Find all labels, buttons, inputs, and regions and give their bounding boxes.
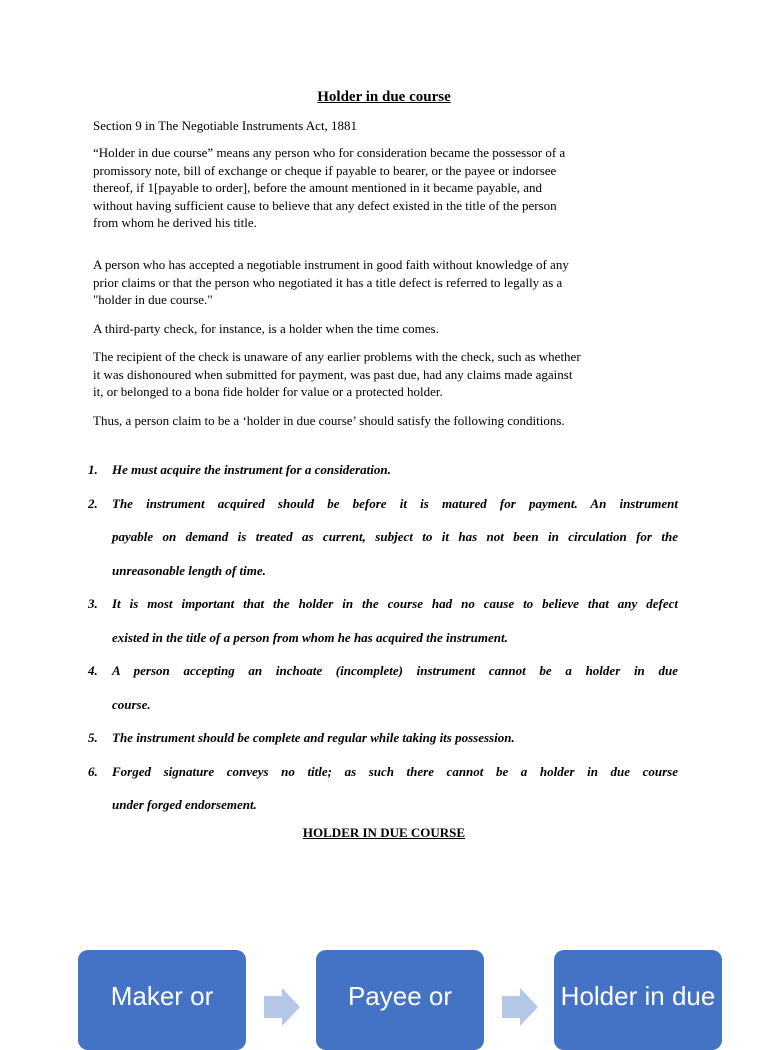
explanation-line: prior claims or that the person who negotiated it has a title defect is referred to legally as a — [93, 274, 563, 290]
explanation-line: A person who has accepted a negotiable instrument in good faith without knowledge of any — [93, 257, 569, 272]
flow-box: Payee or — [316, 950, 484, 1050]
flow-box: Holder in due — [554, 950, 722, 1050]
recipient-paragraph — [93, 348, 683, 401]
condition-number: 3. — [88, 596, 98, 611]
example-paragraph: A third-party check, for instance, is a holder when the time comes. — [93, 321, 439, 336]
diagram-title: HOLDER IN DUE COURSE — [302, 825, 466, 840]
condition-number: 4. — [88, 663, 98, 678]
condition-item — [88, 755, 678, 822]
conditions-list — [88, 453, 678, 822]
condition-text-line: unreasonable length of time. — [112, 562, 266, 578]
flow-diagram — [0, 950, 768, 1024]
condition-item — [88, 487, 678, 588]
definition-line: thereof, if 1[payable to order], before the amount mentioned in it became payable, and — [93, 180, 543, 195]
explanation-paragraph — [93, 256, 683, 309]
condition-text-line: course. — [112, 696, 151, 712]
document-title: Holder in due course — [317, 89, 451, 105]
recipient-line: it, or belonged to a bona fide holder for value or a protected holder. — [93, 384, 443, 399]
recipient-line: it was dishonoured when submitted for payment, was past due, had any claims made against — [93, 366, 573, 382]
condition-text-line: The instrument acquired should be before it is matured for payment. An instrument — [112, 495, 678, 511]
recipient-line: The recipient of the check is unaware of any earlier problems with the check, such as whether — [93, 349, 581, 364]
condition-text-line: under forged endorsement. — [112, 797, 257, 812]
condition-item — [88, 453, 678, 487]
condition-number: 1. — [88, 462, 98, 477]
section-reference: Section 9 in The Negotiable Instruments Act, 1881 — [93, 118, 358, 133]
flow-box: Maker or — [78, 950, 246, 1050]
condition-text-line: payable on demand is treated as current, subject to it has not been in circulation for the — [112, 529, 678, 544]
explanation-line: "holder in due course." — [93, 292, 213, 307]
condition-item — [88, 587, 678, 654]
definition-paragraph — [93, 144, 683, 232]
condition-number: 2. — [88, 495, 98, 511]
definition-line: “Holder in due course” means any person who for consideration became the possessor of a — [93, 145, 566, 160]
conditions-intro: Thus, a person claim to be a ‘holder in due course’ should satisfy the following conditions. — [93, 413, 565, 428]
condition-item — [88, 721, 678, 755]
condition-text-line: He must acquire the instrument for a consideration. — [112, 462, 391, 477]
condition-number: 6. — [88, 763, 98, 779]
condition-text-line: existed in the title of a person from whom he has acquired the instrument. — [112, 629, 508, 645]
condition-number: 5. — [88, 730, 98, 745]
condition-text-line: A person accepting an inchoate (incomplete) instrument cannot be a holder in due — [112, 663, 678, 678]
condition-text-line: The instrument should be complete and regular while taking its possession. — [112, 730, 515, 745]
definition-line: without having sufficient cause to believe that any defect existed in the title of the person — [93, 197, 557, 213]
definition-line: promissory note, bill of exchange or cheque if payable to bearer, or the payee or indorsee — [93, 162, 557, 178]
condition-text-line: It is most important that the holder in the course had no cause to believe that any defect — [112, 596, 678, 611]
definition-line: from whom he derived his title. — [93, 215, 257, 230]
condition-text-line: Forged signature conveys no title; as such there cannot be a holder in due course — [112, 763, 678, 779]
condition-item — [88, 654, 678, 721]
